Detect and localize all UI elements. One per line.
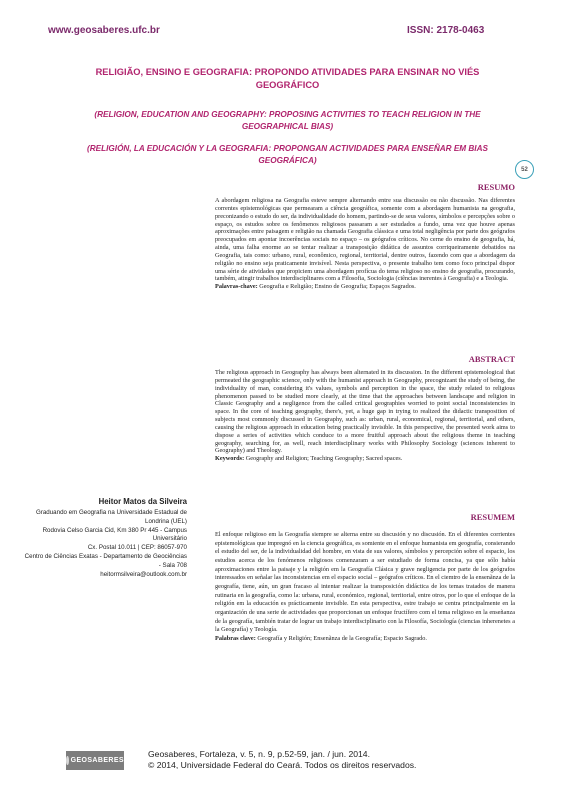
resumen-keywords-label: Palabras clave: [215,634,256,642]
author-email[interactable]: heitormsilveira@outlook.com.br [100,570,187,578]
abstract-keywords-label: Keywords: [215,455,245,463]
title-spanish: (RELIGIÓN, LA EDUCACIÓN Y LA GEOGRAFIA: PROPONGAN ACTIVIDADES PARA ENSEÑAR EM BIAS GEOGRÁFICA) [87,144,488,165]
author-affiliation-2: Londrina (UEL) [145,517,187,525]
footer-copyright-line: © 2014, Universidade Federal do Ceará. Todos os direitos reservados. [148,760,417,770]
resumo-text-block [215,197,515,291]
author-address-1: Rodovia Celso Garcia Cid, Km 380 Pr 445 - Campus [42,526,187,534]
author-affiliation-1: Graduando em Geografia na Universidade Estadual de [35,509,187,516]
resumo-keywords: Geografia e Religião; Ensino de Geografia; Espaços Sagrados. [259,283,416,291]
author-name: Heitor Matos da Silveira [98,497,187,506]
resumen-text: El enfoque religioso em la Geografía siempre se alterna entre su discusión y no discusión. En el diferentes corrientes epistemológicas que impregnó en la ciencia geográfica, es somiente en el enfoque humanista em geografía, consierando el estudio del ser, de la individualidad del hombre, en vista de sus valores, símbolos y percepción sobre el espacio, los estudios acerca de los fenómenos religiosos comenzaram a ser estudiado de forma concisa, ya que sólo había aproximaciones entre la paisaje y la religión em la Geografía Clásica y grave negligencia por parte de los geógrafos interessados en señalar las inconsistencias em el espacio social – geógrafos críticos. En el ciemtro de la ensenãnza de la geografía, tiene, aún, un gran fracaso al intentar realizar la transposición didáctica de los temas tratados de manera rutinaria en la geografía, como la: urbana, rural, económico, regional, territorial, entre otros, por lo que el enfoque de la religión em la educación es prácticamente invisible. En esta perspectiva, estre trabajo se centra principalmente en la organización de una serie de actividades que proporcionan un enfoque fructífero com el tema religioso en la enseñanza de la geografía, también tratar de lograr un trabajo interdisciplinario con la Filosofía, Sociología (ciencias inherenetes a la Geografía) y Teología. [215,531,515,634]
issn: ISSN: 2178-0463 [407,25,485,36]
journal-website: www.geosaberes.ufc.br [48,25,160,36]
footer-citation [148,749,416,771]
resumen-heading: RESUMEM [470,512,515,522]
title-portuguese: RELIGIÃO, ENSINO E GEOGRAFIA: PROPONDO ATIVIDADES PARA ENSINAR NO VIÉS GEOGRÁFICO [95,67,480,90]
title-english: (RELIGION, EDUCATION AND GEOGRAPHY: PROPOSING ACTIVITIES TO TEACH RELIGION IN THE GEOGRAPHICAL BIAS) [94,110,481,131]
footer-citation-line: Geosaberes, Fortaleza, v. 5, n. 9, p.52-59, jan. / jun. 2014. [148,749,370,759]
footer [66,749,526,781]
abstract-heading: ABSTRACT [468,354,515,364]
globe-icon [66,756,69,765]
geosaberes-logo [66,751,124,770]
author-postal: Cx. Postal 10.011 | CEP: 86057-970 [87,544,187,552]
logo-text: GEOSABERES [70,757,124,764]
author-address-2: Universitário [152,535,187,543]
author-info [22,497,187,579]
resumo-text: A abordagem religiosa na Geografia esteve sempre alternando entre sua discussão ou não discussão. Nas diferentes correntes epistemológicas que permearam a ciência geográfica, somente com a abordagem humanista na geografia, preconizando o estudo do ser, da individualidade do homem, partindo-se de seus valores, símbolos e percepções sobre o espaço, os estudos sobre os fenômenos religiosos passaram a ser estudados a fundo, uma vez que houve apenas aproximações entre paisagem e religião na chamada Geografia clássica e uma total negligência por parte dos geógrafos preocupados em apontar incoerências sociais no espaço – os geógrafos críticos. No cerne do ensino de geografia, há, ainda, uma falha enorme ao se tentar realizar a transposição didática de assuntos corriqueiramente debatidos na Geografia, tais como: urbano, rural, econômico, regional, territorial, dentre outros, fazendo com que a abordagem da religião no ensino seja praticamente invisível. Nesta perspectiva, o presente trabalho tem como foco principal dispor uma série de atividades que propiciem uma abordagem profícua do tema religioso no ensino de geografia, procurando, também, atingir trabalhos interdisciplinares com a Filosofia, Sociologia (ciências inerentes à Geografia) e a Teologia. [215,197,516,283]
abstract-text: The religious approach in Geography has always been alternated in its discussion. In the different epistemological that permeated the geographic science, only with the humanist approach in Geography, precognizant the study of being, the individuality of man, considering it's values, symbols and perception in the space, the study related to religious phenomenon passed to be studied more clearly, at the time that the approaches between landscape and religion in Classic Geography and a negligence from the called critical geographies worried to point social inconsistencies in space. In the core of teaching geography, there's, yet, a huge gap in trying to realized the didactic transposition of subjects most commonly discussed in Geography, such as: urban, rural, economical, regional, territorial, and others, causing the religious approach in education being practically invisible. In this perspective, the presented work aims to dispose a series of activities which conduce to a more fruitful approach about the religious theme in teaching geography, searching for, as well, reach interdisciplinary works with Philosophy Sociology (sciences inherent to Geography) and Theology. [215,369,515,455]
page-number-badge: 52 [515,160,534,179]
resumo-keywords-label: Palavras-chave: [215,283,258,291]
resumen-keywords: Geografía y Religión; Ensenãnza de la Geografía; Espacio Sagrado. [257,634,427,642]
resumo-heading: RESUMO [477,182,515,192]
abstract-keywords: Geography and Religion; Teaching Geography; Sacred spaces. [245,455,403,463]
author-room: - Sala 708 [158,561,187,569]
resumen-text-block [215,531,515,644]
abstract-text-block [215,369,515,463]
author-department: Centro de Ciências Exatas - Departamento de Geociências [24,552,187,560]
